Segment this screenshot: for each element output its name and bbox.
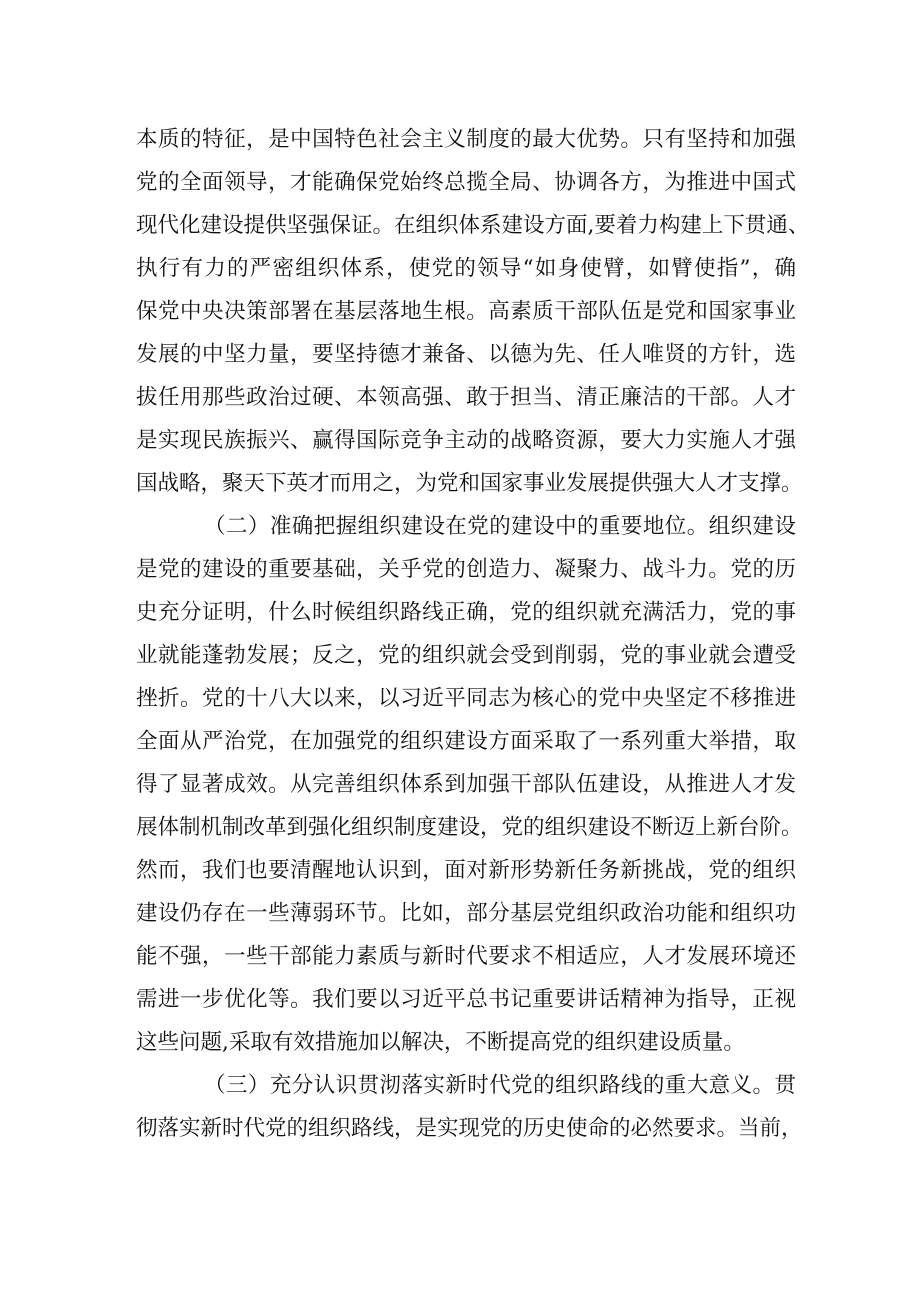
paragraph-line: 彻落实新时代党的组织路线，是实现党的历史使命的必然要求。当前， — [136, 1116, 803, 1141]
paragraph-line: 是党的建设的重要基础，关乎党的创造力、凝聚力、战斗力。党的历 — [136, 557, 796, 582]
paragraph-line: 本质的特征，是中国特色社会主义制度的最大优势。只有坚持和加强 — [136, 127, 796, 152]
paragraph-line: 发展的中坚力量，要坚持德才兼备、以德为先、任人唯贤的方针，选 — [136, 342, 796, 367]
paragraph-line: 业就能蓬勃发展；反之，党的组织就会受到削弱，党的事业就会遭受 — [136, 643, 796, 668]
paragraph-line: 保党中央决策部署在基层落地生根。高素质干部队伍是党和国家事业 — [136, 299, 796, 324]
paragraph-line: 需进一步优化等。我们要以习近平总书记重要讲话精神为指导，正视 — [136, 987, 796, 1012]
paragraph-line: 然而，我们也要清醒地认识到，面对新形势新任务新挑战，党的组织 — [136, 858, 796, 883]
paragraph-line: 执行有力的严密组织体系，使党的领导“如身使臂，如臂使指”，确 — [136, 256, 796, 281]
paragraph-first-line: （三）充分认识贯沏落实新时代党的组织路线的重大意义。贯 — [204, 1073, 796, 1098]
paragraph-line: 这些问题,采取有效措施加以解决，不断提高党的组织建设质量。 — [136, 1030, 745, 1055]
paragraph-first-line: （二）准确把握组织建设在党的建设中的重要地位。组织建设 — [204, 514, 796, 539]
paragraph-2 — [136, 505, 803, 1064]
paragraph-line: 展体制机制改革到强化组织制度建设，党的组织建设不断迈上新台阶。 — [136, 815, 803, 840]
paragraph-3 — [136, 1064, 803, 1150]
paragraph-line: 能不强，一些干部能力素质与新时代要求不相适应，人才发展环境还 — [136, 944, 796, 969]
paragraph-line: 国战略，聚天下英才而用之，为党和国家事业发展提供强大人才支撑。 — [136, 471, 803, 496]
paragraph-line: 得了显著成效。从完善组织体系到加强干部队伍建设，从推进人才发 — [136, 772, 796, 797]
paragraph-line: 党的全面领导，才能确保党始终总揽全局、协调各方，为推进中国式 — [136, 170, 796, 195]
paragraph-1 — [136, 118, 810, 505]
paragraph-line: 挫折。党的十八大以来，以习近平同志为核心的党中央坚定不移推进 — [136, 686, 796, 711]
paragraph-line: 史充分证明，什么时候组织路线正确，党的组织就充满活力，党的事 — [136, 600, 796, 625]
paragraph-line: 建设仍存在一些薄弱环节。比如，部分基层党组织政治功能和组织功 — [136, 901, 796, 926]
paragraph-line: 是实现民族振兴、赢得国际竞争主动的战略资源，要大力实施人才强 — [136, 428, 796, 453]
paragraph-line: 现代化建设提供坚强保证。在组织体系建设方面,要着力构建上下贯通、 — [136, 213, 810, 238]
paragraph-line: 全面从严治党，在加强党的组织建设方面采取了一系列重大举措，取 — [136, 729, 796, 754]
document-body — [136, 118, 810, 1150]
paragraph-line: 拔任用那些政治过硬、本领高强、敢于担当、清正廉洁的干部。人才 — [136, 385, 796, 410]
